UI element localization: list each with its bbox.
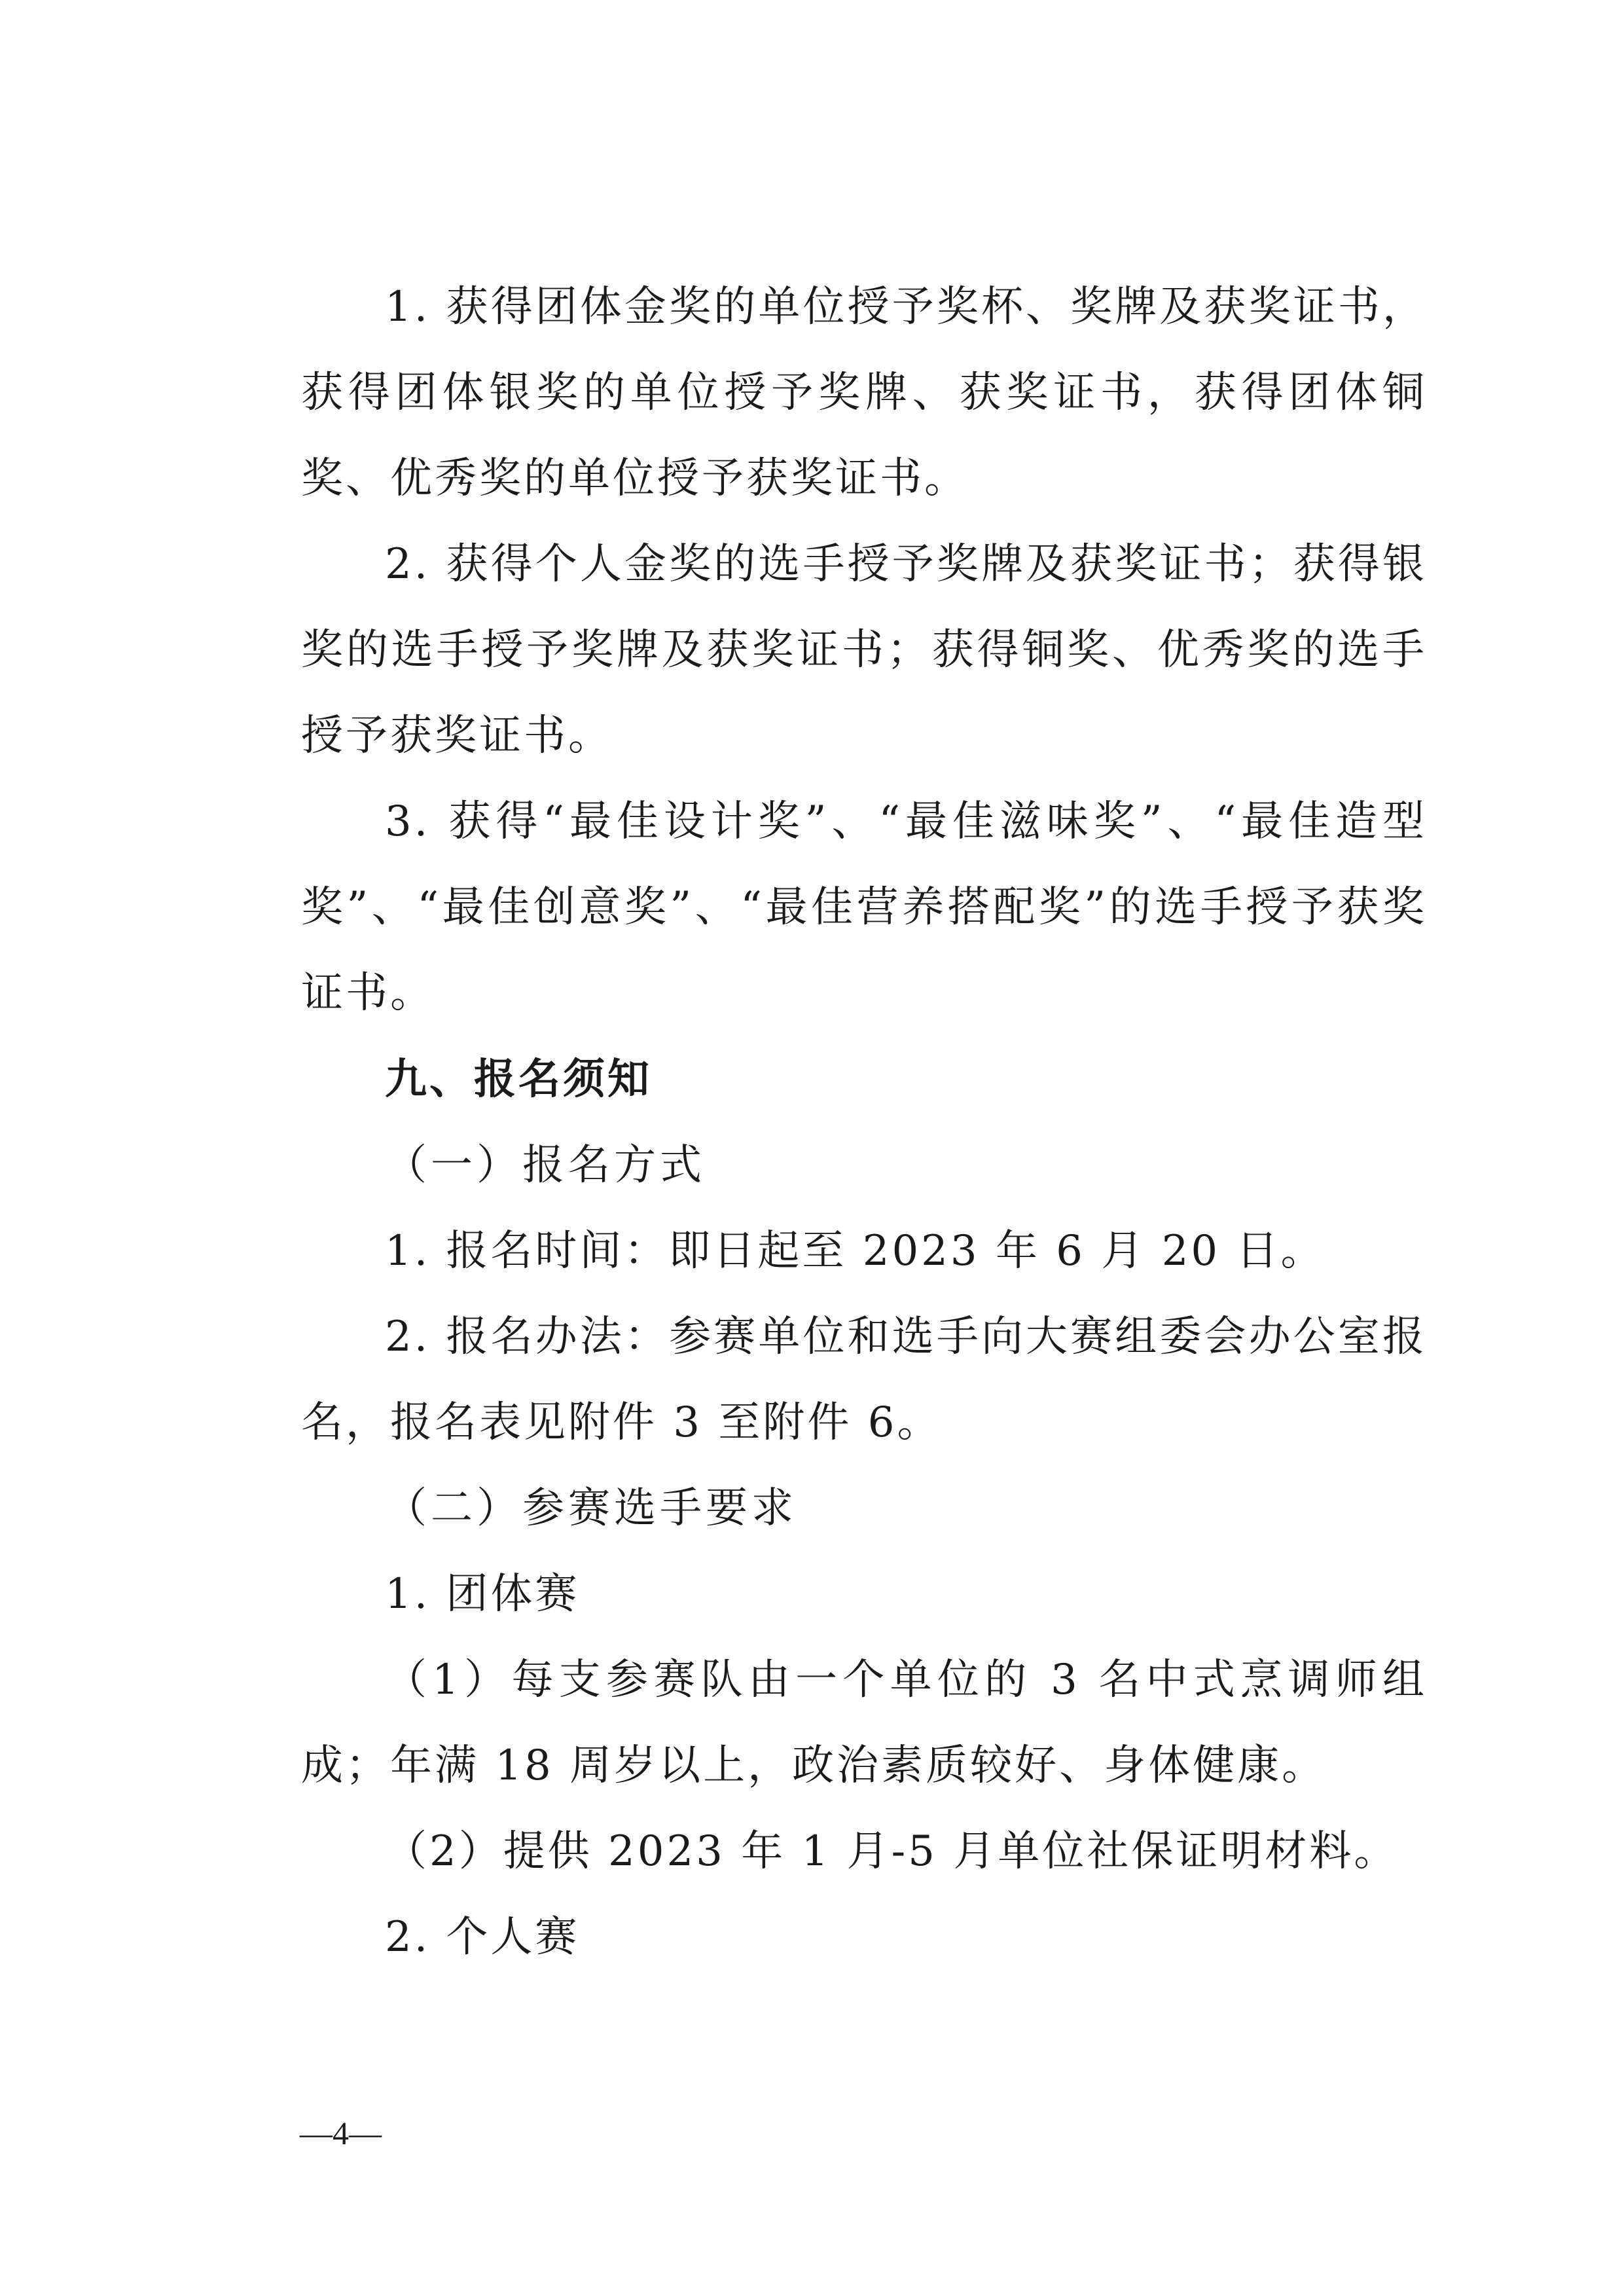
subsection-heading-registration: （一）报名方式 <box>385 1141 706 1190</box>
registration-time: 1. 报名时间：即日起至 2023 年 6 月 20 日。 <box>385 1227 1325 1275</box>
individual-heading: 2. 个人赛 <box>385 1913 580 1961</box>
page-number: —4— <box>300 2115 382 2151</box>
subsection-heading-requirements: （二）参赛选手要求 <box>385 1484 797 1533</box>
team-requirement-1: （1）每支参赛队由一个单位的 3 名中式烹调师组成；年满 18 周岁以上，政治素质较好、身体健康。 <box>301 1656 1427 1790</box>
registration-method: 2. 报名办法：参赛单位和选手向大赛组委会办公室报名，报名表见附件 3 至附件 6。 <box>301 1313 1427 1447</box>
award-paragraph-team: 1. 获得团体金奖的单位授予奖杯、奖牌及获奖证书，获得团体银奖的单位授予奖牌、获奖证书，获得团体铜奖、优秀奖的单位授予获奖证书。 <box>301 283 1427 503</box>
award-paragraph-special: 3. 获得“最佳设计奖”、“最佳滋味奖”、“最佳造型奖”、“最佳创意奖”、“最佳营养搭配奖”的选手授予获奖证书。 <box>301 797 1427 1017</box>
section-heading: 九、报名须知 <box>385 1055 652 1104</box>
team-requirement-2: （2）提供 2023 年 1 月-5 月单位社保证明材料。 <box>385 1827 1399 1876</box>
team-heading: 1. 团体赛 <box>385 1570 580 1618</box>
award-paragraph-individual: 2. 获得个人金奖的选手授予奖牌及获奖证书；获得银奖的选手授予奖牌及获奖证书；获得铜奖、优秀奖的选手授予获奖证书。 <box>301 540 1427 760</box>
